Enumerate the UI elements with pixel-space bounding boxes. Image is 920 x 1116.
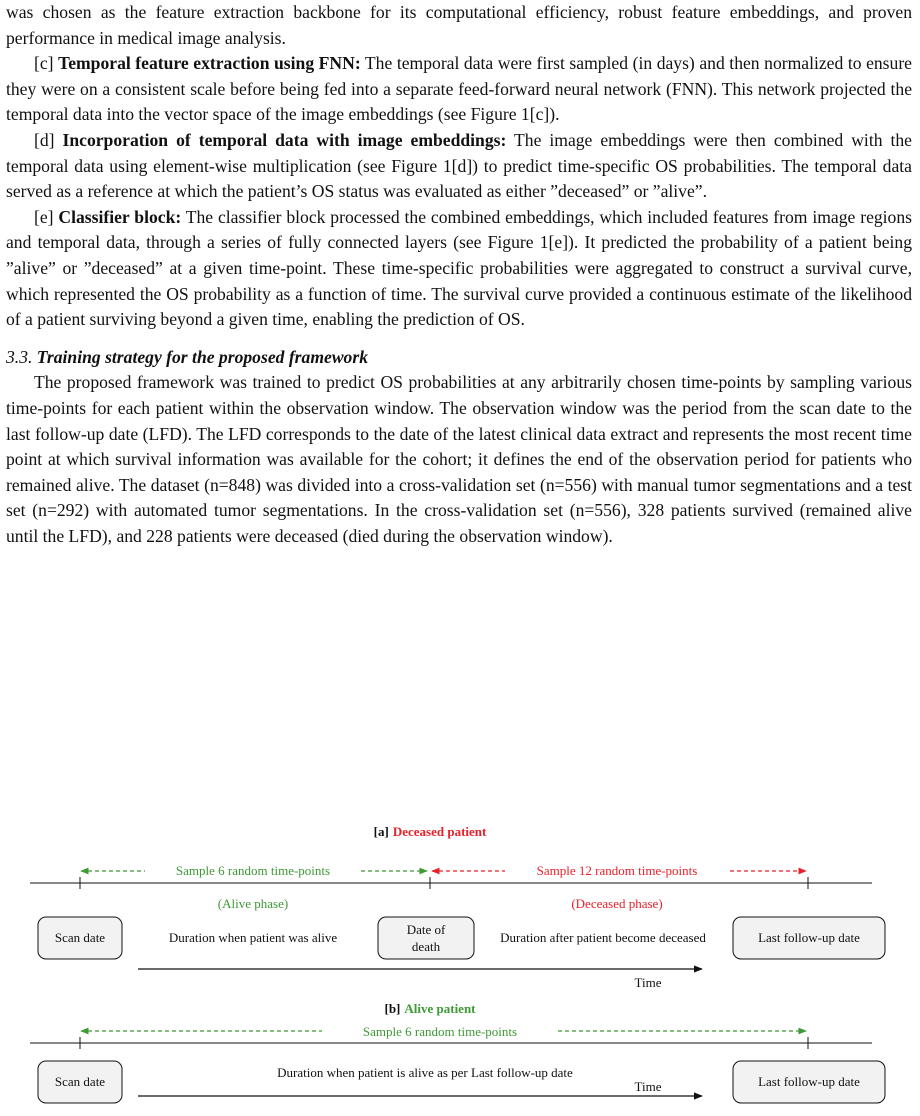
deceased-phase-label: (Deceased phase) <box>571 896 663 911</box>
paper-body <box>6 0 912 549</box>
last-followup-label-b: Last follow-up date <box>758 1074 860 1089</box>
panel-a-title: [a] Deceased patient <box>373 824 487 839</box>
scan-date-label-b: Scan date <box>54 1074 106 1089</box>
paragraph-incorporation <box>6 128 912 205</box>
paragraph-training: The proposed framework was trained to predict OS probabilities at any arbitrarily chosen time-points by sampling various time-points for each patient within the observation window. The observation window was the period from the scan date to the last follow-up date (LFD). The LFD corresponds to the date of the latest clinical data extract and represents the most recent time point at which survival information was available for the cohort; it defines the end of the observation period for patients who remained alive. The dataset (n=848) was divided into a cross-validation set (n=556) with manual tumor segmentations and a test set (n=292) with automated tumor segmentations. In the cross-validation set (n=556), 328 patients survived (remained alive until the LFD), and 228 patients were deceased (died during the observation window). <box>6 372 912 546</box>
item-body: The classifier block processed the combined embeddings, which included features from image regions and temporal data, through a series of fully connected layers (see Figure 1[e]). It predicted the probability of a patient being ”alive” or ”deceased” at a given time-point. These time-specific probabilities were aggregated to construct a survival curve, which represented the OS probability as a function of time. The survival curve provided a continuous estimate of the likelihood of a patient surviving beyond a given time, enabling the prediction of OS. <box>6 206 913 330</box>
item-body: The temporal data were first sampled (in days) and then normalized to ensure they were on a consistent scale before being fed into a separate feed-forward neural network (FNN). This network projected the temporal data into the vector space of the image embeddings (see Figure 1[c]). <box>6 53 912 125</box>
item-tag: [d] <box>34 129 55 150</box>
section-number: 3.3. <box>6 346 33 367</box>
duration-after-label: Duration after patient become deceased <box>500 930 706 945</box>
item-body: The image embeddings were then combined with the temporal data using element-wise multiplication (see Figure 1[d]) to predict time-specific OS probabilities. The temporal data served as a reference at which the patient’s OS status was evaluated as either ”deceased” or ”alive”. <box>6 129 912 202</box>
item-tag: [c] <box>34 53 54 74</box>
sample-label-b: Sample 6 random time-points <box>362 1024 518 1039</box>
time-label-b: Time <box>634 1079 662 1094</box>
date-of-death-line1: Date of <box>406 922 446 937</box>
item-heading: Temporal feature extraction using FNN: <box>58 53 361 74</box>
section-title: Training strategy for the proposed framework <box>36 346 368 367</box>
paragraph-backbone: was chosen as the feature extraction backbone for its computational efficiency, robust feature embeddings, and proven performance in medical image analysis. <box>6 2 912 48</box>
last-followup-label-a: Last follow-up date <box>758 930 860 945</box>
item-tag: [e] <box>34 206 54 227</box>
panel-b-title: [b] Alive patient <box>384 1001 476 1016</box>
scan-date-label-a: Scan date <box>54 930 106 945</box>
date-of-death-line2: death <box>411 939 441 954</box>
paragraph-classifier <box>6 205 912 333</box>
paragraph-temporal-fnn <box>6 51 912 128</box>
sample-label-left-a: Sample 6 random time-points <box>175 863 331 878</box>
time-label-a: Time <box>634 975 662 990</box>
item-heading: Incorporation of temporal data with image embeddings: <box>62 129 507 150</box>
duration-alive-label: Duration when patient was alive <box>168 930 338 945</box>
section-heading <box>6 345 912 371</box>
duration-alive-b-label: Duration when patient is alive as per Last follow-up date <box>277 1065 573 1080</box>
figure-timeline <box>0 815 920 1111</box>
alive-phase-label: (Alive phase) <box>217 896 289 911</box>
item-heading: Classifier block: <box>58 206 182 227</box>
sample-label-right-a: Sample 12 random time-points <box>536 863 698 878</box>
